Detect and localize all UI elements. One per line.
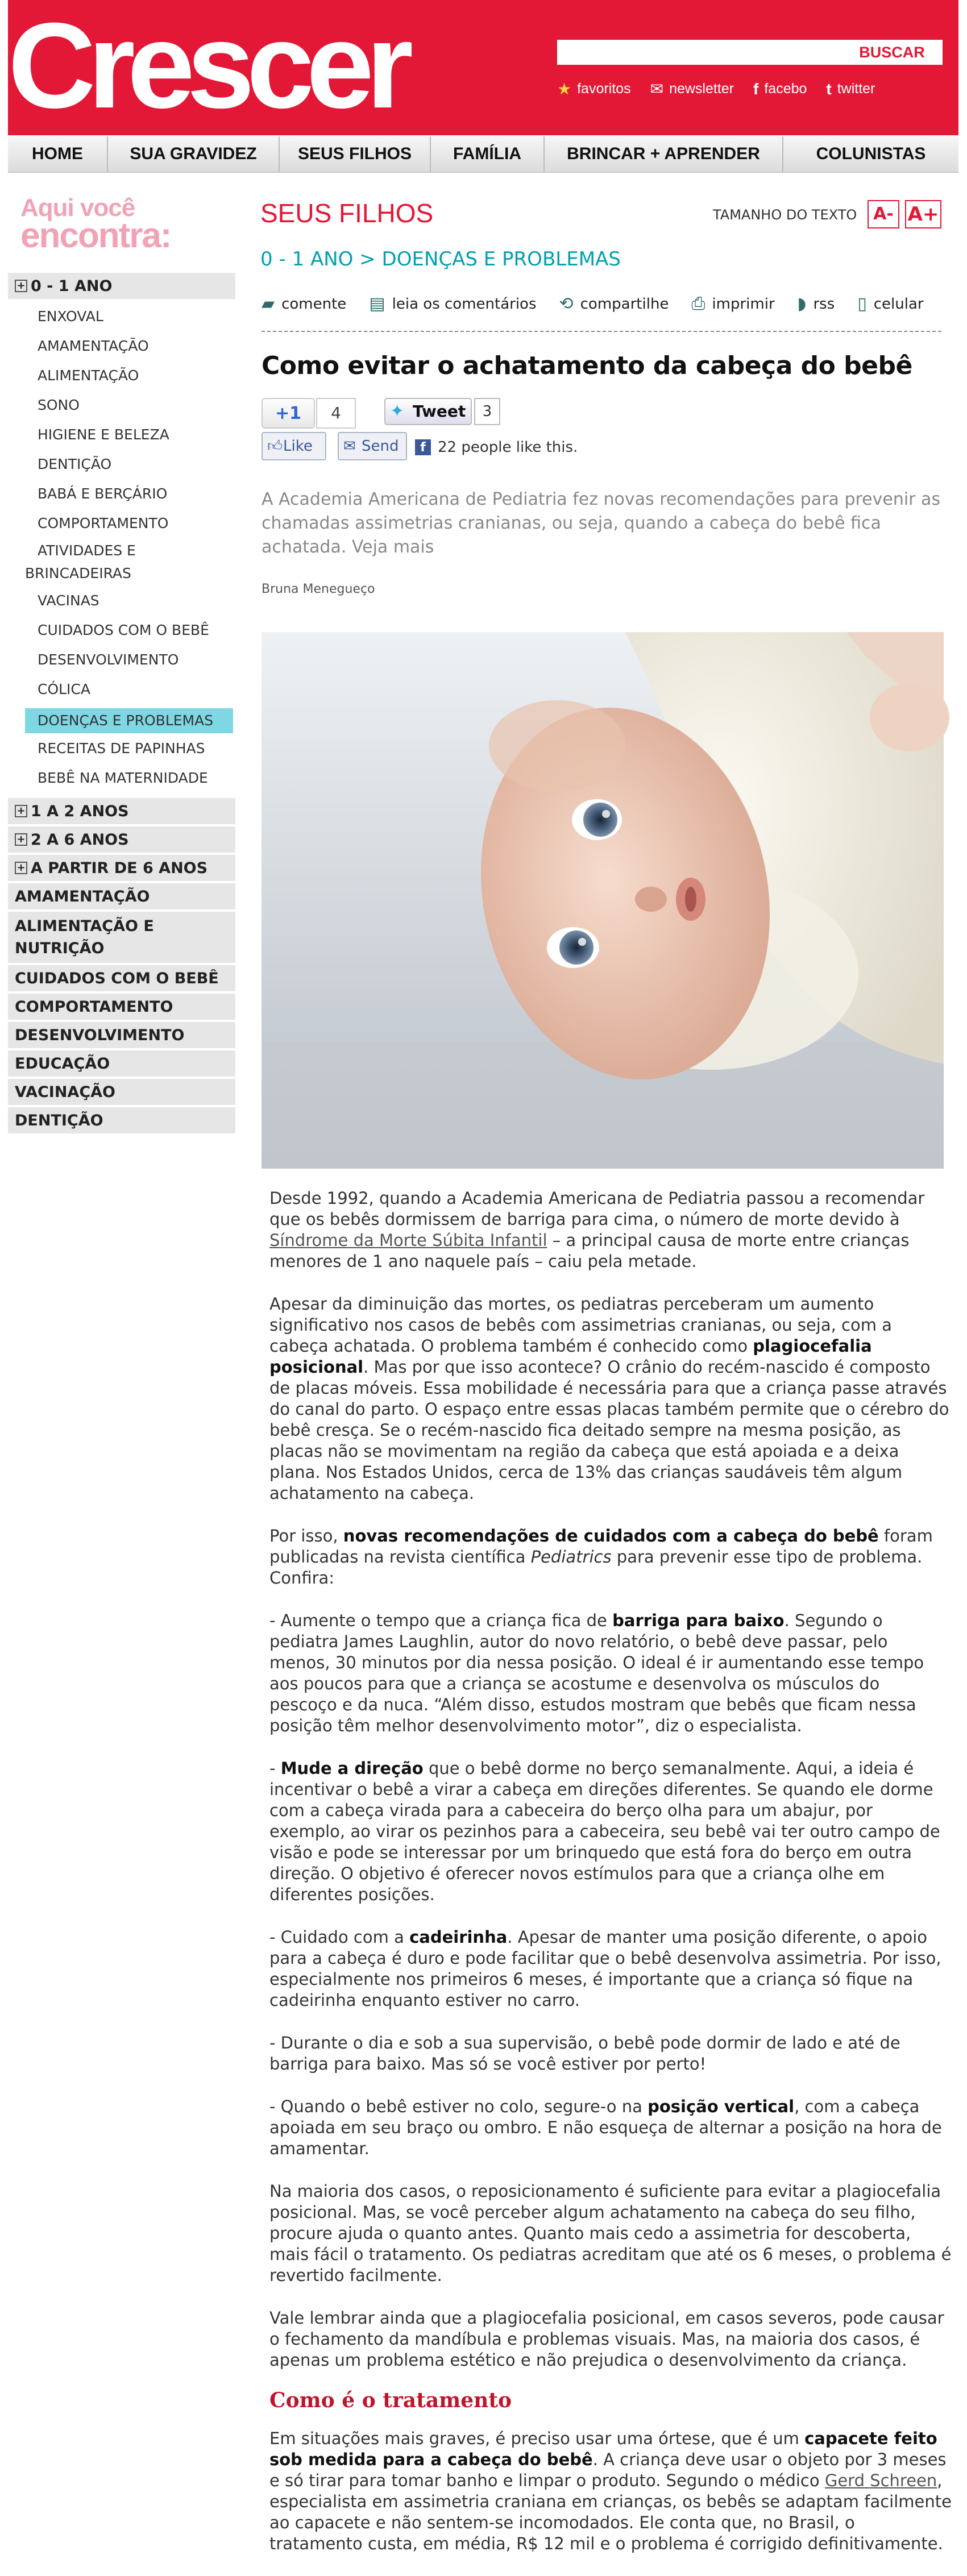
paragraph: Na maioria dos casos, o reposicionamento é suficiente para evitar a plagiocefalia posicional. Mas, se você perceber algum achatamento na cabeça do seu filho, procure ajuda o quanto antes. Quanto mais cedo a assimetria for descoberta, mais fácil o tratamento. Os pediatras acreditam que até os 6 meses, o problema é revertido facilmente. [269, 2182, 952, 2285]
search-input[interactable] [557, 40, 841, 65]
rss-link[interactable]: ◗ rss [797, 294, 835, 314]
sidebar-subitem[interactable]: ENXOVAL [38, 308, 103, 325]
sidebar-topic[interactable]: EDUCAÇÃO [8, 1050, 235, 1079]
facebook-icon: f [415, 439, 431, 455]
article-toolbar [262, 296, 941, 332]
sidebar-topic-alimentacao[interactable]: ALIMENTAÇÃO E NUTRIÇÃO [8, 912, 235, 965]
paragraph: - Durante o dia e sob a sua supervisão, o bebê pode dormir de lado e até de barriga para baixo. Mas só se você estiver por perto! [269, 2033, 900, 2074]
breadcrumb[interactable]: 0 - 1 ANO > DOENÇAS E PROBLEMAS [260, 248, 621, 271]
facebook-send-button[interactable]: ✉ Send [338, 432, 407, 460]
sidebar-item-1-2-anos[interactable]: + 1 A 2 ANOS [8, 798, 235, 826]
sidebar-subitem[interactable]: RECEITAS DE PAPINHAS [38, 740, 205, 757]
site-header [8, 0, 958, 135]
newsletter-link[interactable]: ✉ newsletter [650, 80, 734, 98]
tweet-count: 3 [474, 398, 500, 425]
facebook-like-count: f 22 people like this. [415, 439, 578, 456]
section-title: SEUS FILHOS [260, 198, 434, 228]
document-icon: ▤ [369, 294, 385, 314]
article-body [269, 1188, 952, 2576]
envelope-icon: ✉ [650, 80, 664, 98]
paragraph: Desde 1992, quando a Academia Americana de Pediatria passou a recomendar que os bebês dormissem de barriga para cima, o número de morte devido à Síndrome da Morte Súbita Infantil – a principal causa de morte entre crianças menores de 1 ano naquele país – caiu pela metade. [269, 1189, 925, 1271]
paragraph: Vale lembrar ainda que a plagiocefalia posicional, em casos severos, pode causar o fechamento da mandíbula e problemas visuais. Mas, na maioria dos casos, é apenas um problema estético e não prejudica o desenvolvimento da criança. [269, 2308, 944, 2370]
sids-link[interactable]: Síndrome da Morte Súbita Infantil [269, 1231, 547, 1250]
main-nav [8, 136, 958, 173]
google-plus-button[interactable]: +1 [262, 398, 315, 429]
sidebar-item-6-anos[interactable]: + A PARTIR DE 6 ANOS [8, 855, 235, 883]
mobile-link[interactable]: ▯ celular [857, 294, 924, 314]
tweet-button[interactable]: ✦ Tweet [384, 398, 472, 425]
sidebar-subitem[interactable]: HIGIENE E BELEZA [38, 426, 169, 443]
nav-familia[interactable]: FAMÍLIA [431, 136, 545, 172]
expand-icon: + [15, 280, 27, 292]
twitter-icon: t [826, 80, 832, 98]
facebook-icon: f [753, 80, 759, 98]
sidebar-subitem-active[interactable]: DOENÇAS E PROBLEMAS [25, 708, 233, 733]
paragraph: - Quando o bebê estiver no colo, segure-o na posição vertical, com a cabeça apoiada em seu braço ou ombro. E não esqueça de alternar a posição na hora de amamentar. [269, 2097, 942, 2158]
nav-colunistas[interactable]: COLUNISTAS [816, 144, 926, 163]
thumbs-up-icon: 👍︎ [267, 438, 283, 455]
sidebar-topic[interactable]: CUIDADOS COM O BEBÊ [8, 965, 235, 994]
expand-icon: + [15, 805, 27, 817]
sidebar-subitem[interactable]: AMAMENTAÇÃO [38, 338, 149, 354]
section-heading: Como é o tratamento [269, 2388, 512, 2412]
sidebar-subitem[interactable]: DENTIÇÃO [38, 456, 112, 472]
site-logo[interactable]: Crescer [8, 0, 406, 134]
sidebar-item-0-1-ano[interactable]: + 0 - 1 ANO [8, 273, 235, 301]
sidebar-title: Aqui você encontra: [20, 194, 171, 255]
sidebar-subitem[interactable]: DESENVOLVIMENTO [38, 651, 179, 668]
sidebar-subitem[interactable]: VACINAS [38, 592, 99, 609]
expand-icon: + [15, 833, 27, 846]
star-icon: ★ [557, 80, 572, 98]
expand-icon: + [15, 862, 27, 874]
paragraph: - Aumente o tempo que a criança fica de barriga para baixo. Segundo o pediatra James Laughlin, autor do novo relatório, o bebê deve passar, pelo menos, 30 minutos por dia nessa posição. O ideal é ir aumentando esse tempo aos poucos para que a criança se acostume e desenvolva os músculos do pescoço e da nuca. “Além disso, estudos mostram que bebês que ficam nessa posição têm melhor desenvolvimento motor”, diz o especialista. [269, 1611, 924, 1735]
nav-home[interactable]: HOME [8, 136, 108, 172]
comment-icon: ▰ [262, 294, 275, 314]
baby-photo-illustration [262, 632, 944, 1169]
gerd-schreen-link[interactable]: Gerd Schreen [824, 2471, 937, 2490]
search-button[interactable]: BUSCAR [841, 40, 943, 65]
facebook-like-button[interactable]: 👍︎ Like [262, 432, 326, 460]
sidebar-subitem[interactable]: BABÁ E BERÇÁRIO [38, 485, 168, 502]
text-increase-button[interactable]: A+ [905, 200, 941, 228]
sidebar-subitem[interactable]: BEBÊ NA MATERNIDADE [38, 770, 208, 786]
sidebar-topic[interactable]: DENTIÇÃO [8, 1107, 235, 1136]
facebook-link[interactable]: f facebo [753, 80, 807, 98]
twitter-link[interactable]: t twitter [826, 80, 875, 98]
text-decrease-button[interactable]: A- [868, 200, 899, 228]
read-comments-link[interactable]: ▤ leia os comentários [369, 294, 537, 314]
print-link[interactable]: ⎙ imprimir [691, 294, 775, 314]
share-link[interactable]: ⟲ compartilhe [559, 294, 669, 314]
text-size-label: TAMANHO DO TEXTO [713, 207, 857, 223]
sidebar-subitem[interactable]: COMPORTAMENTO [38, 515, 169, 531]
rss-icon: ◗ [797, 294, 807, 314]
share-icon: ⟲ [559, 294, 574, 314]
printer-icon: ⎙ [691, 294, 705, 314]
sidebar-subitem[interactable]: CUIDADOS COM O BEBÊ [38, 622, 209, 638]
article-author: Bruna Menegueço [262, 582, 375, 596]
paragraph: - Mude a direção que o bebê dorme no berço semanalmente. Aqui, a ideia é incentivar o bebê a virar a cabeça em direções diferentes. Se quando ele dorme com a cabeça virada para a cabeceira do berço olha para um abajur, por exemplo, ao virar os pezinhos para a cabeceira, seu bebê vai ter outro campo de visão e pode se interessar por um brinquedo que está fora do berço em outra direção. O objetivo é oferecer novos estímulos para que a criança olhe em diferentes posições. [269, 1759, 940, 1904]
mobile-icon: ▯ [857, 294, 867, 314]
nav-seus-filhos[interactable]: SEUS FILHOS [280, 136, 431, 172]
favorites-link[interactable]: ★ favoritos [557, 80, 631, 98]
sidebar-topic[interactable]: VACINAÇÃO [8, 1079, 235, 1107]
comment-link[interactable]: ▰ comente [262, 294, 347, 314]
paragraph: - Cuidado com a cadeirinha. Apesar de manter uma posição diferente, o apoio para a cabeça é duro e pode facilitar que o bebê desenvolva assimetria. Por isso, especialmente nos primeiros 6 meses, é importante que a criança só fique na cadeirinha enquanto estiver no carro. [269, 1927, 941, 2010]
sidebar-subitem-atividades[interactable]: ATIVIDADES E BRINCADEIRAS [25, 542, 136, 581]
nav-brincar-aprender[interactable]: BRINCAR + APRENDER [545, 136, 783, 172]
paragraph: Em situações mais graves, é preciso usar uma órtese, que é um capacete feito sob medida para a cabeça do bebê. A criança deve usar o objeto por 3 meses e só tirar para tomar banho e limpar o produto. Segundo o médico Gerd Schreen, especialista em assimetria craniana em crianças, os bebês se adaptam facilmente ao capacete e não sentem-se incomodados. Ele conta que, no Brasil, o tratamento custa, em média, R$ 12 mil e o problema é corrigido definitivamente. [269, 2429, 952, 2553]
article-lead: A Academia Americana de Pediatria fez novas recomendações para prevenir as chamadas assimetrias cranianas, ou seja, quando a cabeça do bebê fica achatada. Veja mais [262, 489, 941, 557]
sidebar-subitem[interactable]: CÓLICA [38, 681, 90, 697]
article-photo [262, 632, 944, 1169]
send-icon: ✉ [343, 438, 356, 455]
header-links [557, 80, 875, 98]
paragraph: Por isso, novas recomendações de cuidados com a cabeça do bebê foram publicadas na revista científica Pediatrics para prevenir esse tipo de problema. Confira: [269, 1526, 933, 1588]
sidebar-subitem[interactable]: ALIMENTAÇÃO [38, 367, 139, 384]
sidebar-item-2-6-anos[interactable]: + 2 A 6 ANOS [8, 826, 235, 855]
nav-sua-gravidez[interactable]: SUA GRAVIDEZ [108, 136, 280, 172]
sidebar-topic[interactable]: DESENVOLVIMENTO [8, 1022, 235, 1050]
sidebar-topic[interactable]: COMPORTAMENTO [8, 994, 235, 1022]
google-plus-count: 4 [316, 398, 356, 429]
article-title: Como evitar o achatamento da cabeça do bebê [262, 351, 912, 380]
sidebar-subitem[interactable]: SONO [38, 397, 80, 413]
sidebar-topic[interactable]: AMAMENTAÇÃO [8, 883, 235, 912]
twitter-bird-icon: ✦ [390, 401, 405, 421]
sidebar [8, 273, 235, 1136]
paragraph: Apesar da diminuição das mortes, os pediatras perceberam um aumento significativo nos casos de bebês com assimetrias cranianas, ou seja, com a cabeça achatada. O problema também é conhecido como plagiocefalia posicional. Mas por que isso acontece? O crânio do recém-nascido é composto de placas móveis. Essa mobilidade é necessária para que a criança passe através do canal do parto. O espaço entre essas placas também permite que o cérebro do bebê cresça. Se o recém-nascido fica deitado sempre na mesma posição, as placas não se movimentam na região da cabeça que está apoiada e a deixa plana. Nos Estados Unidos, cerca de 13% das crianças saudáveis têm algum achatamento na cabeça. [269, 1294, 949, 1503]
